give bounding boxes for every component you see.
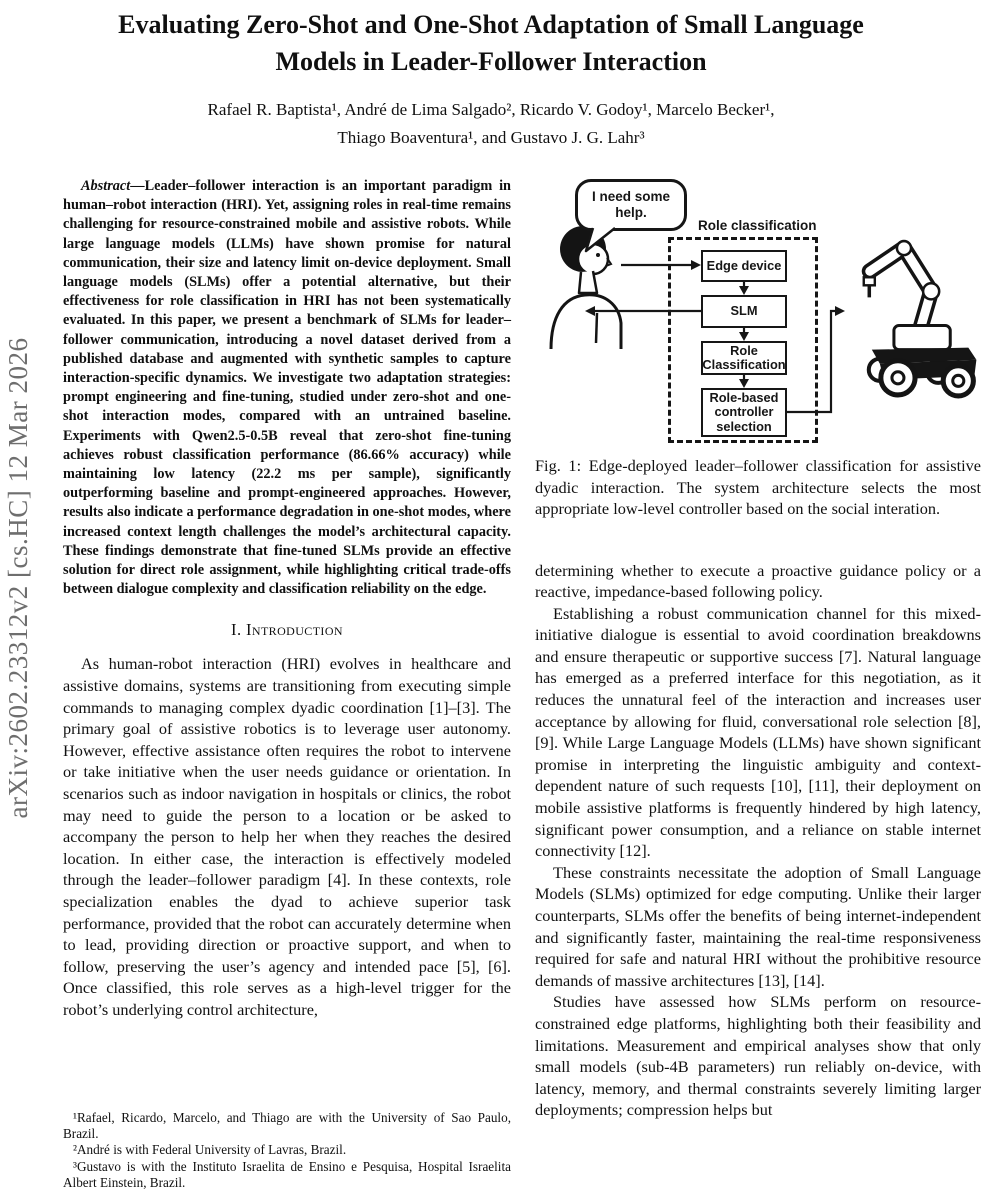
flow-box-role-classification: Role Classification [701,341,787,375]
body-paragraph-3: These constraints necessitate the adoption of Small Language Models (SLMs) optimized for edge computing. Unlike their larger counterparts, SLMs offer the benefits of being internet-independent and significantly faster, maintaining the real-time responsiveness required for safe and natural HRI without the prohibitive resource demands of massive architectures [13], [14]. [535,862,981,990]
flow-box-role-based-controller-selection: Role-based controller selection [701,388,787,437]
author-list [0,96,982,152]
right-column-body [535,560,981,1121]
paper-title-line2: Models in Leader-Follower Interaction [275,47,707,76]
role-classification-group-label: Role classification [698,218,817,233]
robot-icon [833,231,981,407]
body-paragraph-2: Establishing a robust communication channel for this mixed-initiative dialogue is essential to avoid coordination breakdowns and ensure therapeutic or supportive success [7]. Natural language has emerged as a preferred interface for this negotiation, as it reduces the unnatural feel of the interaction and increases user acceptance by allowing for fluid, conversational role selection [8], [9]. While Large Language Models (LLMs) have shown significant promise in interpreting the linguistic ambiguity and context-dependent nature of such requests [10], [11], their deployment on mobile assistive platforms is frequently hindered by high latency, significant power consumption, and a reliance on stable internet connectivity [12]. [535,603,981,861]
speech-bubble: I need some help. [575,179,687,231]
person-icon [539,221,639,349]
figure-1 [535,175,981,447]
arxiv-watermark: arXiv:2602.23312v2 [cs.HC] 12 Mar 2026 [3,337,33,819]
abstract-label: Abstract [81,178,131,194]
abstract-body: —Leader–follower interaction is an important paradigm in human–robot interaction (HRI). Yet, assigning roles in real-time remains challenging for resource-constrained mobile and assistive robots. While large language models (LLMs) have shown promise for natural communication, their size and latency limit on-device deployment. Small language models (SLMs) offer a potential alternative, but their effectiveness for role classification in HRI has not been systematically evaluated. In this paper, we present a benchmark of SLMs for leader–follower communication, introducing a novel dataset derived from a published database and augmented with synthetic samples to capture interaction-specific dynamics. We investigate two adaptation strategies: prompt engineering and fine-tuning, studied under zero-shot and one-shot interaction modes, compared with an untrained baseline. Experiments with Qwen2.5-0.5B reveal that zero-shot fine-tuning achieves robust classification performance (86.66% accuracy) while maintaining low latency (22.2 ms per sample), significantly outperforming baseline and prompt-engineered approaches. However, results also indicate a performance degradation in one-shot modes, where increased context length challenges the model’s architectural capacity. These findings demonstrate that fine-tuned SLMs provide an effective solution for direct role assignment, while highlighting critical trade-offs between dialogue complexity and classification reliability on the edge. [63,178,511,598]
footnote-3: ³Gustavo is with the Instituto Israelita de Ensino e Pesquisa, Hospital Israelita Albert Einstein, Brazil. [63,1158,511,1190]
footnote-2: ²André is with Federal University of Lavras, Brazil. [73,1142,347,1158]
body-paragraph-4: Studies have assessed how SLMs perform on resource-constrained edge platforms, highlighting both their feasibility and limitations. Measurement and empirical analyses show that only small models (sub-4B parameters) run reliably on-device, with latency, memory, and thermal constraints severely limiting larger deployments; compression helps but [535,992,981,1120]
footnotes [63,1110,511,1191]
left-column [63,177,511,1021]
author-list-line1: Rafael R. Baptista¹, André de Lima Salgado², Ricardo V. Godoy¹, Marcelo Becker¹, [207,100,775,119]
body-paragraph-continuation: determining whether to execute a proactive guidance policy or a reactive, impedance-based following policy. [535,560,981,602]
section-heading-introduction: I. Introduction [231,620,343,640]
flow-box-edge-device: Edge device [701,250,787,282]
figure-1-caption: Fig. 1: Edge-deployed leader–follower classification for assistive dyadic interaction. The system architecture selects the most appropriate low-level controller based on the social interation. [535,456,981,518]
paper-title-line1: Evaluating Zero-Shot and One-Shot Adaptation of Small Language [118,10,864,39]
intro-paragraph-1: As human-robot interaction (HRI) evolves in healthcare and assistive domains, systems are transitioning from executing simple commands to managing complex dyadic coordination [1]–[3]. The primary goal of assistive robotics is to leverage user autonomy. However, effective assistance often requires the robot to intervene or take initiative when the user needs guidance or orientation. In scenarios such as indoor navigation in hospitals or clinics, the robot may need to guide the person to a location or be asked to accompany the person to help her when they reaches the desired location. In either case, the interaction is effectively modeled through the leader–follower paradigm [4]. In these contexts, role specialization enables the dyad to achieve superior task performance, provided that the robot can accurately determine when to lead, providing direction or proactive support, and when to follow, preserving the user’s agency and intended pace [5], [6]. Once classified, this role serves as a high-level trigger for the robot’s underlying control architecture, [63,654,511,1019]
flow-box-slm: SLM [701,295,787,328]
right-column [535,175,981,1121]
paper-title [0,6,982,80]
footnote-1: ¹Rafael, Ricardo, Marcelo, and Thiago are with the University of Sao Paulo, Brazil. [63,1110,511,1142]
author-list-line2: Thiago Boaventura¹, and Gustavo J. G. Lahr³ [337,128,645,147]
abstract [63,177,511,599]
